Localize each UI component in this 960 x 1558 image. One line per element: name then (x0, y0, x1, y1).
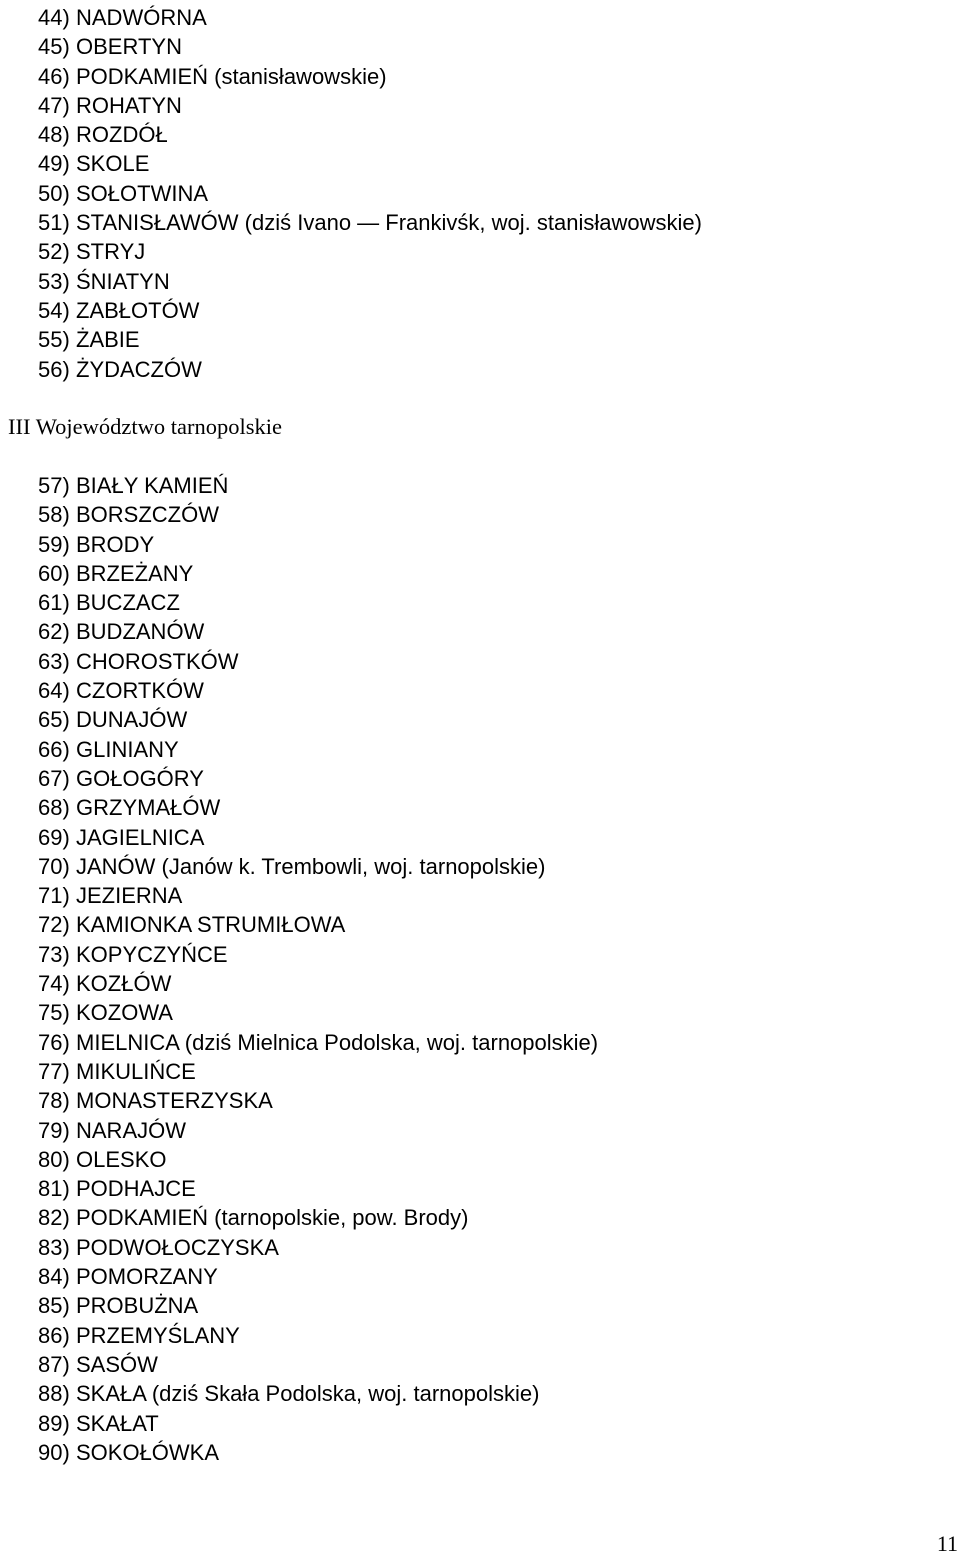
item-text: MONASTERZYSKA (76, 1088, 273, 1114)
item-number: 49) (38, 151, 70, 177)
item-text: GOŁOGÓRY (76, 765, 204, 791)
item-number: 60) (38, 560, 70, 586)
list-item (38, 1350, 598, 1379)
list-item (38, 617, 598, 646)
list-item (38, 1379, 598, 1408)
item-text: OLESKO (76, 1146, 167, 1172)
item-number: 75) (38, 1000, 70, 1026)
item-number: 79) (38, 1117, 70, 1143)
item-text: MIKULIŃCE (76, 1058, 196, 1084)
list-item (38, 500, 598, 529)
list-item (38, 1233, 598, 1262)
item-text: PODHAJCE (76, 1176, 196, 1202)
item-number: 74) (38, 971, 70, 997)
item-text: SKOLE (76, 151, 150, 177)
list-item (38, 793, 598, 822)
list-item (38, 1438, 598, 1467)
item-text: STRYJ (76, 239, 146, 265)
item-number: 76) (38, 1029, 70, 1055)
item-text: OBERTYN (76, 34, 182, 60)
item-number: 64) (38, 678, 70, 704)
item-number: 62) (38, 619, 70, 645)
list-item (38, 1145, 598, 1174)
list-item (38, 267, 702, 296)
page-number: 11 (936, 1531, 958, 1556)
list-item (38, 471, 598, 500)
item-number: 73) (38, 941, 70, 967)
list-item (38, 91, 702, 120)
item-number: 71) (38, 883, 70, 909)
item-number: 46) (38, 63, 70, 89)
list-item (38, 1086, 598, 1115)
item-text: CZORTKÓW (76, 678, 204, 704)
item-number: 47) (38, 92, 70, 118)
list-item (38, 676, 598, 705)
item-text: ROZDÓŁ (76, 122, 168, 148)
item-number: 45) (38, 34, 70, 60)
item-number: 57) (38, 473, 70, 498)
item-number: 44) (38, 5, 70, 30)
item-number: 69) (38, 824, 70, 850)
item-text: KOZOWA (76, 1000, 173, 1026)
item-text: PODKAMIEŃ (tarnopolskie, pow. Brody) (76, 1205, 469, 1231)
item-number: 83) (38, 1234, 70, 1260)
list-item (38, 1028, 598, 1057)
item-number: 70) (38, 853, 70, 879)
item-text: NARAJÓW (76, 1117, 186, 1143)
list-item (38, 735, 598, 764)
item-text: BUCZACZ (76, 590, 180, 616)
town-list-stanislawowskie (38, 3, 702, 384)
list-item (38, 940, 598, 969)
item-number: 89) (38, 1410, 70, 1436)
item-number: 50) (38, 180, 70, 206)
item-text: SKAŁAT (76, 1410, 159, 1436)
item-text: SKAŁA (dziś Skała Podolska, woj. tarnopolskie) (76, 1381, 540, 1407)
list-item (38, 588, 598, 617)
list-item (38, 1116, 598, 1145)
item-text: SASÓW (76, 1351, 158, 1377)
item-number: 82) (38, 1205, 70, 1231)
list-item (38, 852, 598, 881)
item-text: ZABŁOTÓW (76, 297, 200, 323)
item-number: 59) (38, 531, 70, 557)
list-item (38, 3, 702, 32)
item-text: KAMIONKA STRUMIŁOWA (76, 912, 346, 938)
item-number: 61) (38, 590, 70, 616)
item-text: JEZIERNA (76, 883, 183, 909)
item-number: 78) (38, 1088, 70, 1114)
item-number: 48) (38, 122, 70, 148)
list-item (38, 559, 598, 588)
item-text: POMORZANY (76, 1264, 218, 1290)
item-text: MIELNICA (dziś Mielnica Podolska, woj. tarnopolskie) (76, 1029, 599, 1055)
item-text: DUNAJÓW (76, 707, 188, 733)
item-text: ŻYDACZÓW (76, 356, 202, 382)
item-text: CHOROSTKÓW (76, 648, 239, 674)
item-text: BUDZANÓW (76, 619, 205, 645)
item-number: 88) (38, 1381, 70, 1407)
list-item (38, 237, 702, 266)
section-heading-tarnopolskie: III Województwo tarnopolskie (8, 414, 282, 439)
item-text: JANÓW (Janów k. Trembowli, woj. tarnopolskie) (76, 853, 546, 879)
item-text: GRZYMAŁÓW (76, 795, 221, 821)
item-number: 68) (38, 795, 70, 821)
item-number: 85) (38, 1293, 70, 1319)
item-number: 90) (38, 1439, 70, 1465)
item-number: 67) (38, 765, 70, 791)
list-item (38, 823, 598, 852)
list-item (38, 1409, 598, 1438)
item-text: STANISŁAWÓW (dziś Ivano — Frankivśk, woj. stanisławowskie) (76, 210, 702, 236)
item-number: 51) (38, 210, 70, 236)
item-text: SOKOŁÓWKA (76, 1439, 220, 1465)
item-text: PROBUŻNA (76, 1293, 199, 1319)
list-item (38, 208, 702, 237)
list-item (38, 296, 702, 325)
list-item (38, 355, 702, 384)
item-text: BORSZCZÓW (76, 502, 219, 528)
item-text: BRODY (76, 531, 155, 557)
list-item (38, 1291, 598, 1320)
list-item (38, 647, 598, 676)
item-number: 87) (38, 1351, 70, 1377)
item-text: SOŁOTWINA (76, 180, 209, 206)
list-item (38, 969, 598, 998)
town-list-tarnopolskie (38, 471, 598, 1467)
item-number: 58) (38, 502, 70, 528)
item-text: ŻABIE (76, 327, 140, 353)
item-number: 72) (38, 912, 70, 938)
list-item (38, 998, 598, 1027)
item-text: KOPYCZYŃCE (76, 941, 228, 967)
list-item (38, 149, 702, 178)
item-number: 54) (38, 297, 70, 323)
list-item (38, 1262, 598, 1291)
item-number: 52) (38, 239, 70, 265)
item-number: 81) (38, 1176, 70, 1202)
item-number: 66) (38, 736, 70, 762)
item-number: 53) (38, 268, 70, 294)
item-text: PODWOŁOCZYSKA (76, 1234, 279, 1260)
list-item (38, 179, 702, 208)
item-text: GLINIANY (76, 736, 179, 762)
list-item (38, 62, 702, 91)
list-item (38, 910, 598, 939)
item-text: JAGIELNICA (76, 824, 205, 850)
list-item (38, 764, 598, 793)
list-item (38, 32, 702, 61)
item-text: PODKAMIEŃ (stanisławowskie) (76, 63, 387, 89)
list-item (38, 1203, 598, 1232)
item-number: 63) (38, 648, 70, 674)
list-item (38, 881, 598, 910)
item-number: 84) (38, 1264, 70, 1290)
item-number: 56) (38, 356, 70, 382)
item-number: 77) (38, 1058, 70, 1084)
list-item (38, 705, 598, 734)
list-item (38, 120, 702, 149)
list-item (38, 1174, 598, 1203)
item-text: BIAŁY KAMIEŃ (76, 473, 229, 498)
item-number: 65) (38, 707, 70, 733)
item-text: BRZEŻANY (76, 560, 194, 586)
item-text: ROHATYN (76, 92, 182, 118)
item-text: ŚNIATYN (76, 268, 170, 294)
item-text: KOZŁÓW (76, 971, 172, 997)
list-item (38, 530, 598, 559)
item-text: NADWÓRNA (76, 5, 207, 30)
item-text: PRZEMYŚLANY (76, 1322, 240, 1348)
item-number: 55) (38, 327, 70, 353)
list-item (38, 1057, 598, 1086)
item-number: 80) (38, 1146, 70, 1172)
list-item (38, 1321, 598, 1350)
item-number: 86) (38, 1322, 70, 1348)
list-item (38, 325, 702, 354)
